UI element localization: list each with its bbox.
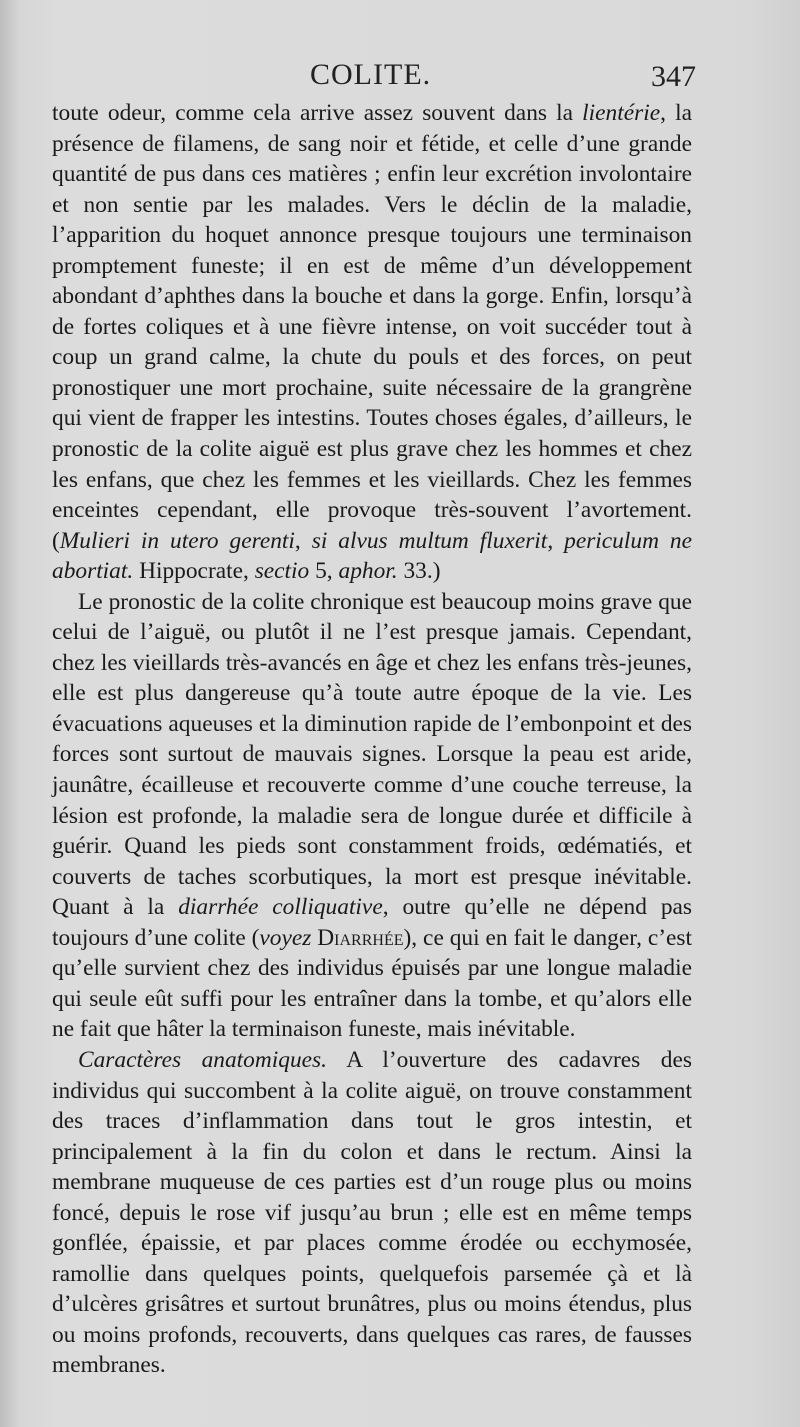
running-title: COLITE.: [310, 58, 432, 91]
italic-span: voyez: [259, 924, 312, 951]
paragraph-prognosis-chronic: [52, 587, 692, 1045]
paragraph-anatomical-characters: [52, 1045, 692, 1381]
italic-span: sectio: [254, 558, 310, 585]
italic-span: Caractères anatomiques.: [78, 1046, 327, 1073]
italic-span: si alvus multum fluxerit: [311, 527, 548, 554]
body-text: [52, 98, 692, 1381]
page-header: [52, 58, 696, 98]
italic-span: lientérie: [582, 100, 661, 126]
italic-span: periculum ne abortiat.: [52, 527, 692, 585]
page-number: 347: [651, 60, 696, 93]
text-span: Le pronostic de la colite chronique est beaucoup moins grave que celui de l’aiguë, ou plutôt il ne l’est presque jamais. Cependant, chez les vieillards très-avancés en âge et chez les enfans très-jeunes, elle est plus dangereuse qu’à toute autre époque de la vie. Les évacuations aqueuses et la diminution rapide de l’embonpoint et des forces sont surtout de mauvais signes. Lorsque la peau est aride, jaunâtre, écailleuse et recouverte comme d’une couche terreuse, la lésion est profonde, la maladie sera de longue durée et difficile à guérir. Quand les pieds sont constamment froids, œdématiés, et couverts de taches scorbutiques, la mort est presque inévitable. Quant à la: [52, 588, 692, 921]
text-span: , outre qu’elle ne dépend pas toujours d’une colite (: [52, 894, 693, 951]
small-caps-span: Diarrhée: [317, 924, 404, 951]
text-span: A l’ouverture des cadavres des individus qui succombent à la colite aiguë, on trouve constamment des traces d’inflammation dans tout le gros intestin, et principalement à la fin du colon et dans le rectum. Ainsi la membrane muqueuse de ces parties est d’un rouge plus ou moins foncé, depuis le rose vif jusqu’au brun ; elle est en même temps gonflée, épaissie, et par places comme érodée ou ecchymosée, ramollie dans quelques points, quelquefois parsemée çà et là d’ulcères grisâtres et surtout brunâtres, plus ou moins étendus, plus ou moins profonds, recouverts, dans quelques cas rares, de fausses membranes.: [52, 1046, 692, 1379]
italic-span: diarrhée colliquative: [178, 894, 383, 921]
text-span: toute odeur, comme cela arrive assez souvent dans la: [52, 100, 583, 126]
text-span: , la présence de filamens, de sang noir et fétide, et celle d’une grande quantité de pus dans ces matières ; enfin leur excrétion involontaire et non sentie par les malades. Vers le déclin de la maladie, l’apparition du hoquet annonce presque toujours une terminaison promptement funeste; il en est de même d’un développement abondant d’aphthes dans la bouche et dans la gorge. Enfin, lorsqu’à de fortes coliques et à une fièvre intense, on voit succéder tout à coup un grand calme, la chute du pouls et des forces, on peut pronostiquer une mort prochaine, suite nécessaire de la grangrène qui vient de frapper les intestins. Toutes choses égales, d’ailleurs, le pronostic de la colite aiguë est plus grave chez les hommes et chez les enfans, que chez les femmes et les vieillards. Chez les femmes enceintes cependant, elle provoque très-souvent l’avortement. (: [52, 100, 693, 554]
italic-span: aphor.: [338, 558, 398, 585]
text-span: 5,: [309, 558, 339, 585]
text-span: ,: [294, 527, 312, 554]
paragraph-prognosis-acute: [52, 98, 692, 587]
text-span: 33.): [397, 558, 441, 585]
text-span: ,: [547, 527, 565, 554]
italic-span: Mulieri in utero gerenti: [59, 527, 295, 554]
text-span: ), ce qui en fait le danger, c’est qu’elle survient chez des individus épuisés par une longue maladie qui seule eût suffi pour les entraîner dans la tombe, et qu’alors elle ne fait que hâter la terminaison funeste, mais inévitable.: [52, 924, 692, 1043]
text-span: Hippocrate,: [133, 558, 255, 585]
